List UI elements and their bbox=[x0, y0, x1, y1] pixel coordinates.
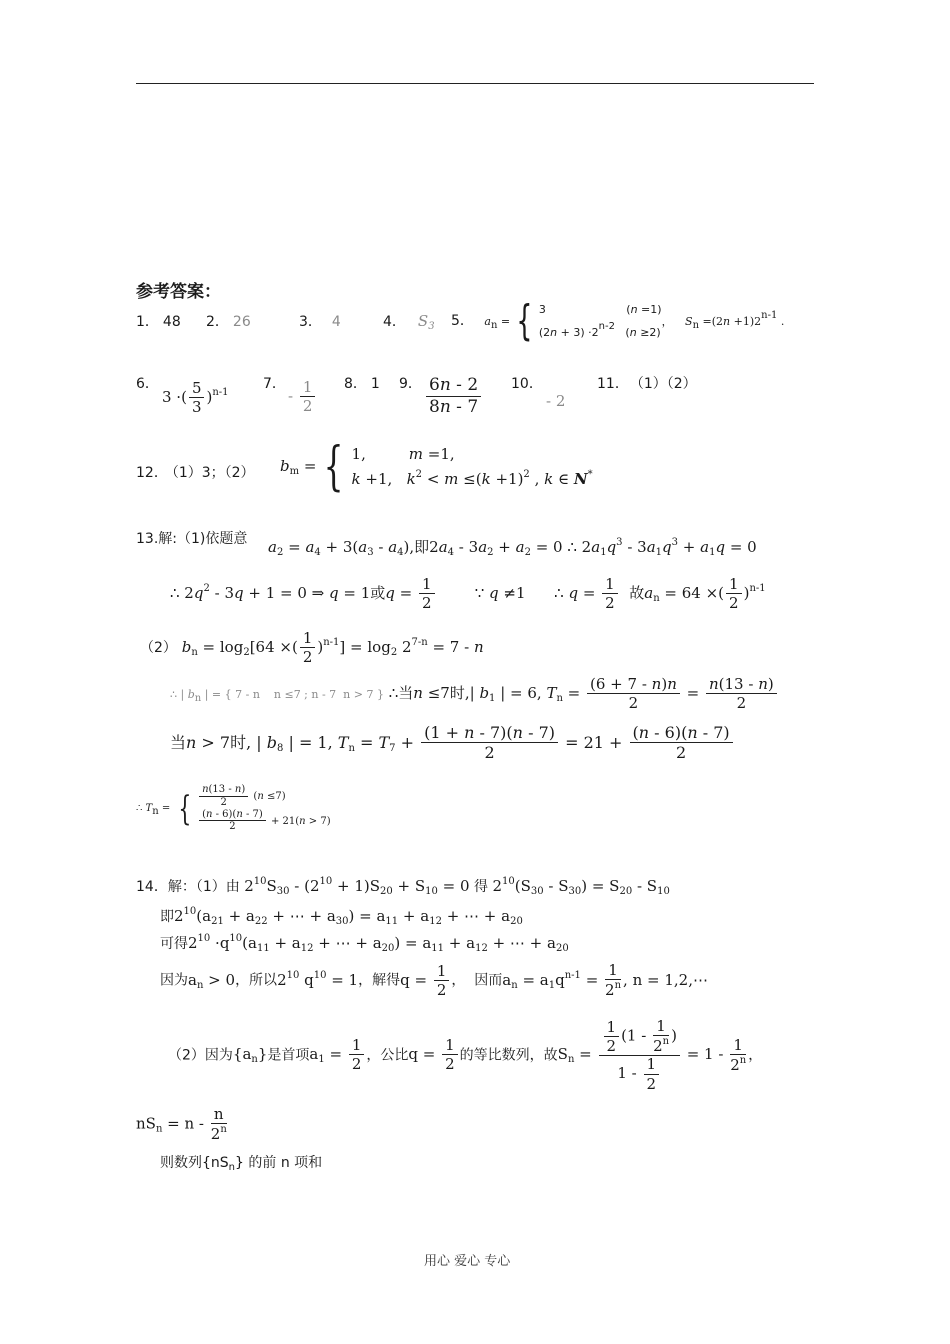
q13-eq2: ∴ $2q^2 - 3q + 1 = 0$ ⇒ q = 1或q = $\frac{1}{2}$ ∵ q ≠1 ∴ q = $\frac{1}{2}$ 故$a_n = 64$ ×( $\frac{1}{2}$ )$^{n-1}$ bbox=[170, 575, 766, 613]
q14-nsn: $nS_n = n$ - $\frac{n}{2^n}$ bbox=[136, 1105, 227, 1144]
answer-11: 11． （1）（2） bbox=[597, 376, 697, 392]
q14-line1: 14．解：（1）由 $2^{10}S_{30} - (2^{10} + 1)S_{20} + S_{10} = 0$ 得 $2^{10}(S_{30} - S_{30}) = S_{20} - S_{10}$ bbox=[136, 876, 670, 897]
answer-2: 2． 26 bbox=[206, 314, 251, 330]
answer-4: 4． $S_3$ bbox=[383, 312, 435, 332]
answer-3: 3． 4 bbox=[299, 314, 341, 330]
q13-eq1: $a_2 = a_4 + 3(a_3 - a_4)$,即$2a_4 - 3a_2 + a_2 = 0$ ∴ $2a_1q^3 - 3a_1q^3 + a_1q = 0$ bbox=[268, 537, 757, 558]
q14-line2: 即$2^{10}(a_{21} + a_{22}$ + ⋯ + $a_{30}) = a_{11} + a_{12}$ + ⋯ + $a_{20}$ bbox=[160, 906, 523, 927]
answer-9: $\frac{6n - 2}{8n - 7}$ bbox=[424, 376, 483, 417]
answers-title: 参考答案： bbox=[136, 282, 221, 302]
answer-5: 5． an = { 3 (n =1) (2n + 3) ·2n-2 (n ≥2) ， Sn =(2n +1)2n-1 . bbox=[451, 296, 785, 345]
answer-12-formula: $b_m$ = { 1, m =1, k +1, $k^2 < m \le(k +1)^2$ , k ∈ N* bbox=[280, 437, 593, 497]
answer-6-label: 6． bbox=[136, 376, 159, 392]
q14-last-line: 则数列$\{nS_n\}$ 的前 n 项和 bbox=[160, 1155, 323, 1173]
answer-1: 1． 48 bbox=[136, 314, 181, 330]
answer-7-label: 7． bbox=[263, 376, 286, 392]
q13-eq4: 当n > 7时, | $b_8$ | = 1, $T_n = T_7$ + $\frac{(1 + n - 7)(n - 7)}{2}$ = 21 + $\frac{(n - 6)(n - 7)}{2}$ bbox=[170, 724, 735, 763]
answer-7: - $\frac{1}{2}$ bbox=[288, 379, 317, 415]
answer-9-label: 9． bbox=[399, 376, 422, 392]
q13-result: ∴ Tn = { $\frac{n(13 - n)}{2}$ (n ≤7) $\frac{(n - 6)(n - 7)}{2}$ + 21(n > 7) bbox=[136, 784, 331, 832]
q14-line4: 因为$a_n > 0$，所以$2^{10}$ $q^{10} = 1$，解得q = $\frac{1}{2}$ ， 因而$a_n = a_1q^{n-1}$ = $\frac{1}{2^n}$ , n = 1,2,⋯ bbox=[160, 961, 708, 1000]
answer-10: - 2 bbox=[546, 392, 566, 410]
q14-part2: （2）因为$\{a_n\}$是首项$a_1$ = $\frac{1}{2}$ ，公比q = $\frac{1}{2}$ 的等比数列，故$S_n$ = $\frac{1}{2}$ (1 - $\frac{1}{2^n}$ ) 1 - $\frac{1}{2}$ = 1 - $\frac{1}{2^n}$ ， bbox=[168, 1017, 763, 1093]
answer-8: 8． 1 bbox=[344, 376, 380, 392]
answer-6: 3 ·( $\frac{5}{3}$ )$^{n-1}$ bbox=[162, 379, 229, 417]
answer-10-label: 10． bbox=[511, 376, 543, 392]
answer-12-label: 12． （1）3；（2） bbox=[136, 465, 255, 481]
q14-line3: 可得$2^{10} \cdot q^{10}(a_{11} + a_{12}$ + ⋯ + $a_{20}) = a_{11} + a_{12}$ + ⋯ + $a_{20}$ bbox=[160, 933, 569, 954]
q13-eq3: ∴ | bn | = { 7 - n n ≤7 ; n - 7 n > 7 } ∴当n ≤7时,| $b_1$ | = 6, $T_n$ = $\frac{(6 + 7 - n)n}{2}$ = $\frac{n(13 - n)}{2}$ bbox=[170, 676, 779, 712]
page-footer: 用心 爱心 专心 bbox=[424, 1254, 511, 1269]
q13-label: 13.解:（1)依题意 bbox=[136, 531, 248, 547]
q13-part2: （2） $b_n = \log_2[64$ ×( $\frac{1}{2}$ )$^{n-1}] = \log_2 2^{7-n} = 7 - n$ bbox=[140, 629, 484, 667]
header-rule bbox=[136, 83, 814, 84]
